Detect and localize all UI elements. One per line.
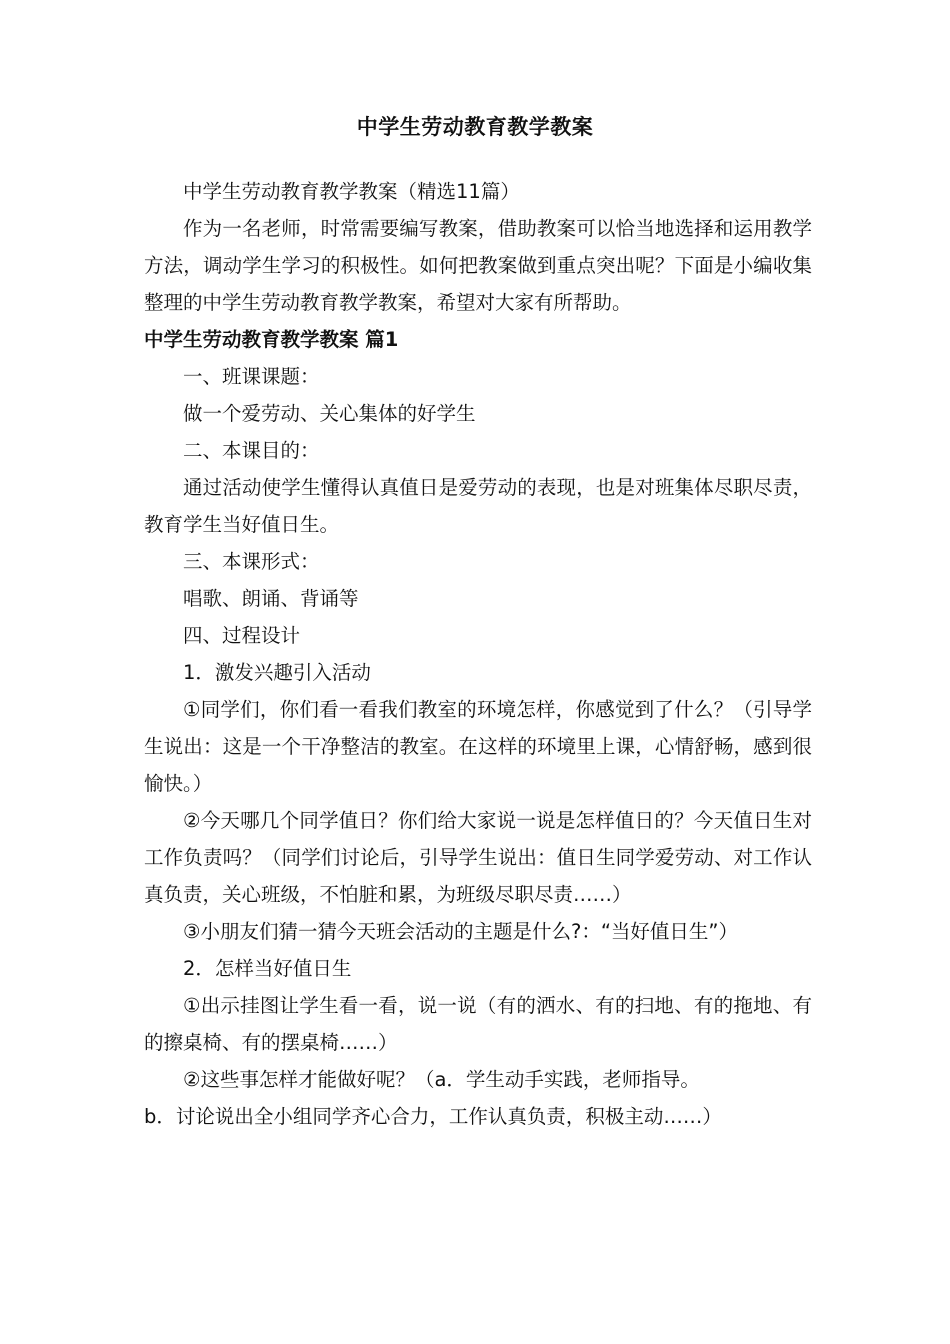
paragraph-format-label: 三、本课形式：: [183, 550, 320, 573]
paragraph-purpose-label: 二、本课目的：: [183, 439, 320, 462]
paragraph-topic: 做一个爱劳动、关心集体的好学生: [183, 402, 476, 425]
paragraph-format: 唱歌、朗诵、背诵等: [183, 587, 359, 610]
paragraph-process-label: 四、过程设计: [183, 624, 301, 647]
document-title: 中学生劳动教育教学教案: [356, 115, 594, 139]
document-body: [144, 173, 812, 1135]
paragraph-step-1-item-2: ②今天哪几个同学值日？你们给大家说一说是怎样值日的？今天值日生对工作负责吗？（同学们讨论后，引导学生说出：值日生同学爱劳动、对工作认真负责，关心班级，不怕脏和累，为班级尽职尽责……）: [144, 809, 812, 906]
paragraph-step-1-item-1: ①同学们，你们看一看我们教室的环境怎样，你感觉到了什么？（引导学生说出：这是一个干净整洁的教室。在这样的环境里上课，心情舒畅，感到很愉快。）: [144, 698, 812, 795]
intro-paragraph: 作为一名老师，时常需要编写教案，借助教案可以恰当地选择和运用教学方法，调动学生学习的积极性。如何把教案做到重点突出呢？下面是小编收集整理的中学生劳动教育教学教案，希望对大家有所帮助。: [144, 217, 812, 314]
paragraph-step-1: 1．激发兴趣引入活动: [183, 661, 371, 684]
paragraph-step-2-item-1: ①出示挂图让学生看一看，说一说（有的洒水、有的扫地、有的拖地、有的擦桌椅、有的摆桌椅……）: [144, 994, 812, 1054]
paragraph-purpose: 通过活动使学生懂得认真值日是爱劳动的表现，也是对班集体尽职尽责，教育学生当好值日生。: [144, 476, 812, 536]
intro-heading: 中学生劳动教育教学教案（精选11篇）: [183, 180, 520, 203]
paragraph-step-2: 2．怎样当好值日生: [183, 957, 352, 980]
section-heading: 中学生劳动教育教学教案 篇1: [144, 328, 399, 351]
paragraph-step-1-item-3: ③小朋友们猜一猜今天班会活动的主题是什么?：“当好值日生”）: [183, 920, 739, 943]
paragraph-step-2-item-2: ②这些事怎样才能做好呢？（a．学生动手实践，老师指导。: [183, 1068, 700, 1091]
paragraph-step-2-item-2-continued: b．讨论说出全小组同学齐心合力，工作认真负责，积极主动……）: [144, 1105, 722, 1128]
paragraph-topic-label: 一、班课课题：: [183, 365, 320, 388]
